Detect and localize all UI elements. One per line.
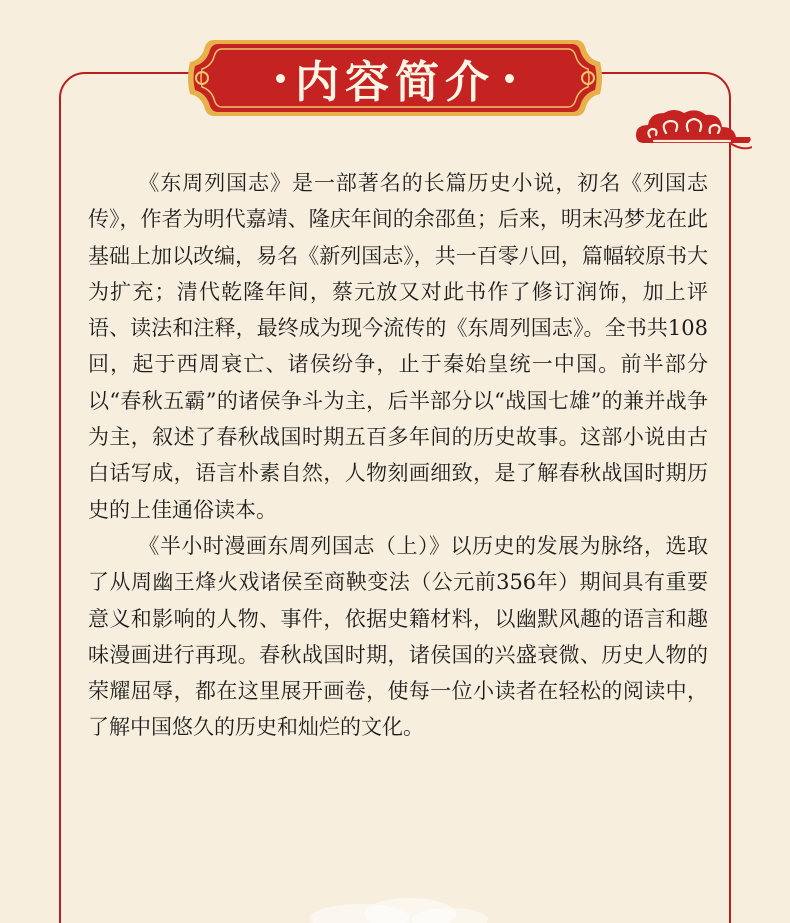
title-dot-right-icon <box>505 74 514 83</box>
intro-paragraph-2: 《半小时漫画东周列国志（上）》以历史的发展为脉络，选取了从周幽王烽火戏诸侯至商鞅变法（公元前356年）期间具有重要意义和影响的人物、事件，依据史籍材料，以幽默风趣的语言和趣味漫画进行再现。春秋战国时期，诸侯国的兴盛衰微、历史人物的荣耀屈辱，都在这里展开画卷，使每一位小读者在轻松的阅读中，了解中国悠久的历史和灿烂的文化。 <box>88 533 708 740</box>
auspicious-cloud-icon <box>634 103 752 161</box>
title-text-wrapper <box>186 38 604 118</box>
title-banner <box>186 38 604 118</box>
intro-body <box>88 165 708 746</box>
title-dot-left-icon <box>276 74 285 83</box>
page-title: 内容简介 <box>295 57 495 108</box>
faded-cloud-icon <box>300 890 500 923</box>
intro-paragraph-1: 《东周列国志》是一部著名的长篇历史小说，初名《列国志传》，作者为明代嘉靖、隆庆年间的余邵鱼；后来，明末冯梦龙在此基础上加以改编，易名《新列国志》，共一百零八回，篇幅较原书大为扩充；清代乾隆年间，蔡元放又对此书作了修订润饰，加上评语、读法和注释，最终成为现今流传的《东周列国志》。全书共108回，起于西周衰亡、诸侯纷争，止于秦始皇统一中国。前半部分以“春秋五霸”的诸侯争斗为主，后半部分以“战国七雄”的兼并战争为主，叙述了春秋战国时期五百多年间的历史故事。这部小说由古白话写成，语言朴素自然，人物刻画细致，是了解春秋战国时期历史的上佳通俗读本。 <box>88 171 708 522</box>
